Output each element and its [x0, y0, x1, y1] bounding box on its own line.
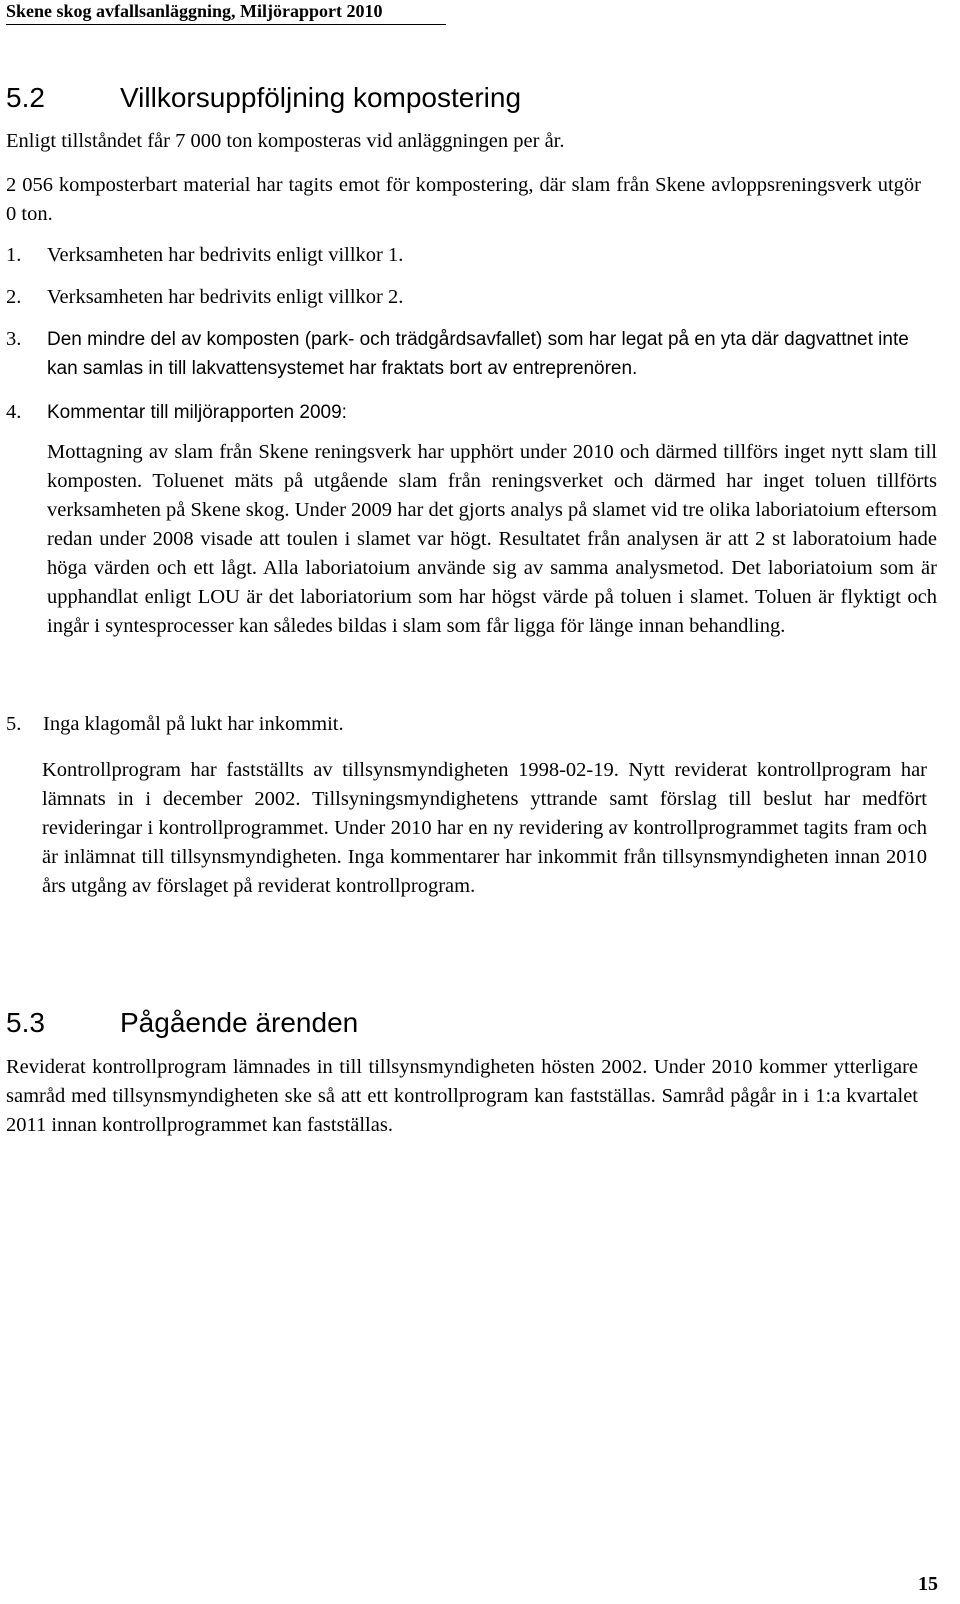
- comment-paragraph: Mottagning av slam från Skene reningsverk har upphört under 2010 och därmed tillförs inget nytt slam till komposten. Toluenet mäts på utgående slam från reningsverket och därmed har inget toluen tillförts verksamheten på Skene skog. Under 2009 har det gjorts analys på slamet vid tre olika laboriatoium eftersom redan under 2008 visade att toulen i slamet var högt. Resultatet från analysen är att 2 st laboratoium hade höga värden och ett lågt. Alla laboriatoium använde sig av samma analysmetod. Det laboriatoium som är upphandlat enligt LOU är det laboriatorium som har högst värde på toluen i slamet. Toluen är flyktigt och ingår i syntesprocesser kan således bildas i slam som får ligga för länge innan behandling.: [47, 441, 937, 637]
- list-item-text: Verksamheten har bedrivits enligt villkor 1.: [47, 244, 404, 266]
- section-heading-5-3: [6, 1006, 358, 1040]
- intro-paragraph-2: 2 056 komposterbart material har tagits emot för kompostering, där slam från Skene avloppsreningsverk utgör 0 ton.: [6, 174, 921, 225]
- list-item-text: Kommentar till miljörapporten 2009:: [47, 402, 347, 423]
- list-item: [6, 710, 936, 739]
- closing-paragraph: Kontrollprogram har fastställts av tillsynsmyndigheten 1998-02-19. Nytt reviderat kontrollprogram har lämnats in i december 2002. Tillsyningsmyndighetens yttrande samt förslag till beslut har medfört revideringar i kontrollprogrammet. Under 2010 har en ny revidering av kontrollprogrammet tagits fram och är inlämnat till tillsynsmyndigheten. Inga kommentarer har inkommit från tillsynsmyndigheten innan 2010 års utgång av förslaget på reviderat kontrollprogram.: [42, 759, 927, 897]
- list-item: [6, 283, 936, 312]
- list-item-text: Verksamheten har bedrivits enligt villkor 2.: [47, 286, 404, 308]
- section-number: 5.2: [6, 82, 45, 113]
- section-number: 5.3: [6, 1007, 45, 1038]
- section-title: Pågående ärenden: [120, 1007, 359, 1038]
- list-item: [6, 325, 936, 383]
- list-item-text: Den mindre del av komposten (park- och trädgårdsavfallet) som har legat på en yta där dagvattnet inte kan samlas in till lakvattensystemet har fraktats bort av entreprenören.: [47, 329, 909, 379]
- section-heading-5-2: [6, 81, 521, 115]
- section-title: Villkorsuppföljning kompostering: [120, 82, 522, 113]
- section-5-3-paragraph: Reviderat kontrollprogram lämnades in till tillsynsmyndigheten hösten 2002. Under 2010 kommer ytterligare samråd med tillsynsmyndigheten ske så att ett kontrollprogram kan fastställas. Samråd pågår in i 1:a kvartalet 2011 innan kontrollprogrammet kan fastställas.: [6, 1056, 918, 1136]
- list-item: [6, 241, 936, 270]
- list-marker: 4.: [6, 401, 22, 423]
- page-number: 15: [918, 1573, 938, 1595]
- list-marker: 1.: [6, 244, 22, 266]
- list-marker: 3.: [6, 328, 22, 350]
- list-item: [6, 398, 936, 427]
- list-marker: 2.: [6, 286, 22, 308]
- intro-paragraph-1: Enligt tillståndet får 7 000 ton komposteras vid anläggningen per år.: [6, 130, 565, 152]
- running-header: Skene skog avfallsanläggning, Miljörapport 2010: [6, 0, 446, 25]
- list-item-text: Inga klagomål på lukt har inkommit.: [43, 713, 344, 735]
- list-marker: 5.: [6, 713, 22, 735]
